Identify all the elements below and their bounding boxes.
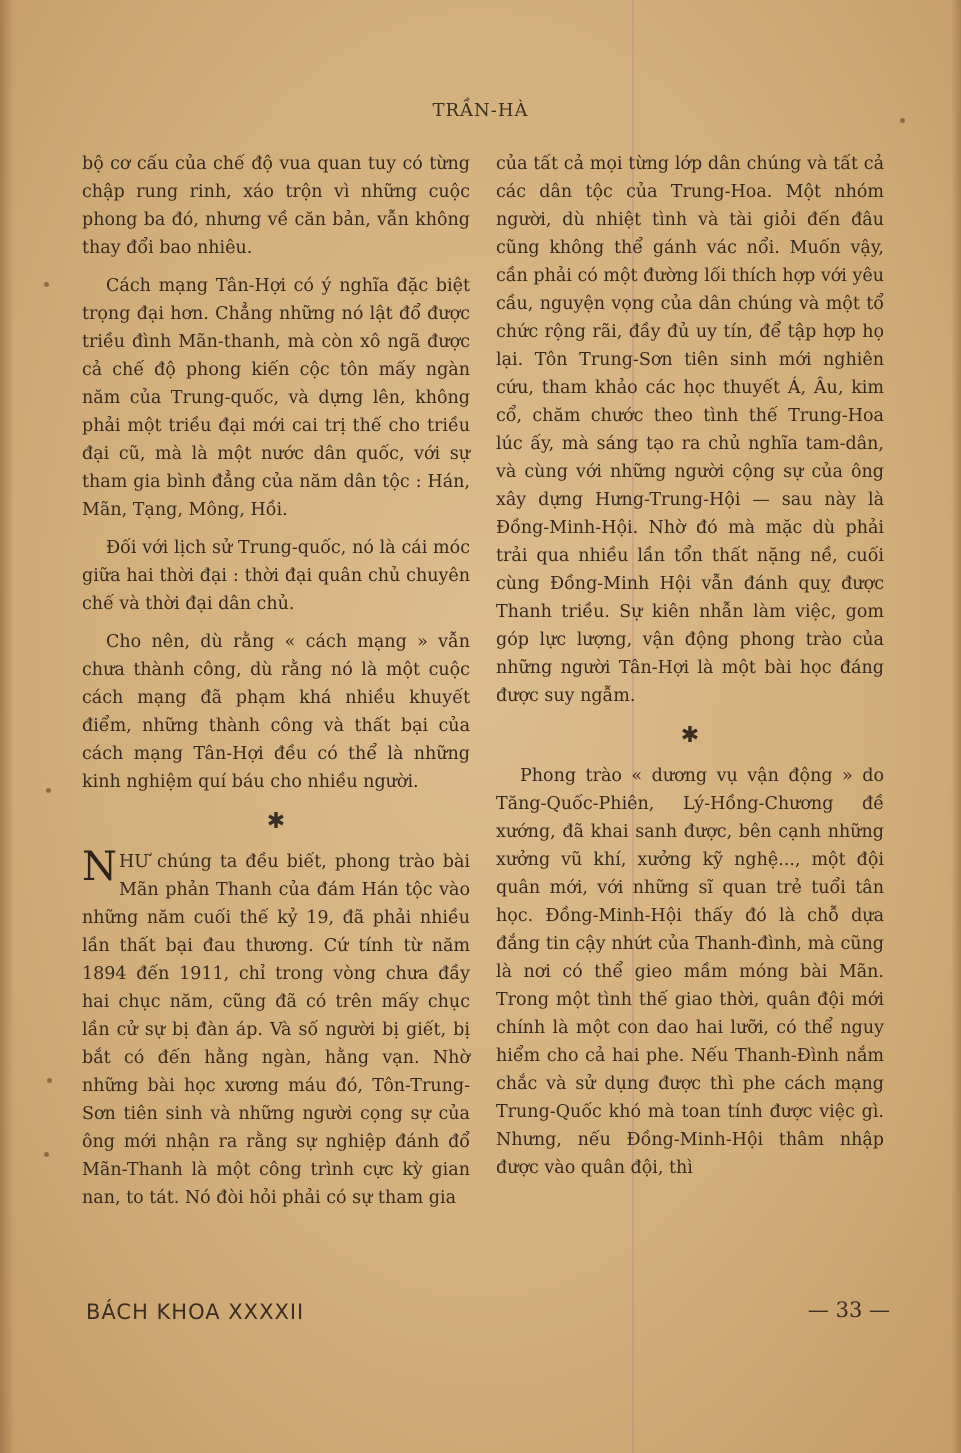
left-paragraph-4: Cho nên, dù rằng « cách mạng » vẫn chưa thành công, dù rằng nó là một cuộc cách mạng đã phạm khá nhiều khuyết điểm, những thành công và thất bại của cách mạng Tân-Hợi đều có thể là những kinh nghiệm quí báu cho nhiều người. — [82, 632, 470, 792]
right-paragraph-1: của tất cả mọi từng lớp dân chúng và tất cả các dân tộc của Trung-Hoa. Một nhóm người, dù nhiệt tình và tài giỏi đến đâu cũng không thể gánh vác nổi. Muốn vậy, cần phải có một đường lối thích hợp với yêu cầu, nguyện vọng của dân chúng và một tổ chức rộng rãi, đầy đủ uy tín, để tập hợp họ lại. Tôn Trung-Sơn tiên sinh mới nghiên cứu, tham khảo các học thuyết Á, Âu, kim cổ, chăm chước theo tình thế Trung-Hoa lúc ấy, mà sáng tạo ra chủ nghĩa tam-dân, và cùng với những người cộng sự của ông xây dựng Hưng-Trung-Hội — sau này là Đồng-Minh-Hội. Nhờ đó mà mặc dù phải trải qua nhiều lần tổn thất nặng nề, cuối cùng Đồng-Minh Hội vẫn đánh quỵ được Thanh triều. Sự kiên nhẫn làm việc, gom góp lực lượng, vận động phong trào của những người Tân-Hợi là một bài học đáng được suy ngẫm. — [496, 154, 884, 706]
drop-cap: N — [82, 844, 117, 890]
right-paragraph-2: Phong trào « dương vụ vận động » do Tăng-Quốc-Phiên, Lý-Hồng-Chương đề xướng, đã khai sanh được, bên cạnh những xưởng vũ khí, xưởng kỹ nghệ..., một đội quân mới, với những sĩ quan trẻ tuổi tân học. Đồng-Minh-Hội thấy đó là chỗ dựa đắng tin cậy nhứt của Thanh-đình, mà cũng là nơi có thể gieo mầm móng bài Mãn. Trong một tình thế giao thời, quân đội mới chính là một con dao hai lưỡi, có thể nguy hiểm cho cả hai phe. Nếu Thanh-Đình nắm chắc và sử dụng được thì phe cách mạng Trung-Quốc khó mà toan tính được việc gì. Nhưng, nếu Đồng-Minh-Hội thâm nhập được vào quân đội, thì — [496, 766, 884, 1178]
left-paragraph-5 — [82, 844, 470, 1212]
right-column — [496, 150, 884, 1192]
left-column — [82, 150, 470, 1222]
paper-speck — [46, 788, 51, 793]
left-paragraph-1: bộ cơ cấu của chế độ vua quan tuy có từng chập rung rinh, xáo trộn vì những cuộc phong ba đó, nhưng về căn bản, vẫn không thay đổi bao nhiêu. — [82, 154, 470, 258]
left-paragraph-5-text: HƯ chúng ta đều biết, phong trào bài Mãn phản Thanh của đám Hán tộc vào những năm cuối thế kỷ 19, đã phải nhiều lần thất bại đau thương. Cứ tính từ năm 1894 đến 1911, chỉ trong vòng chưa đầy hai chục năm, cũng đã có trên mấy chục lần cử sự bị đàn áp. Và số người bị giết, bị bắt có đến hằng ngàn, hằng vạn. Nhờ những bài học xương máu đó, Tôn-Trung-Sơn tiên sinh và những người cọng sự của ông mới nhận ra rằng sự nghiệp đánh đổ Mãn-Thanh là một công trình cực kỳ gian nan, to tát. Nó đòi hỏi phải có sự tham gia — [82, 852, 470, 1208]
magazine-footer: BÁCH KHOA XXXXII — [86, 1300, 305, 1324]
paper-speck — [900, 118, 905, 123]
paper-speck — [44, 282, 49, 287]
section-divider-star-icon: ✱ — [266, 809, 286, 834]
page-number: — 33 — — [807, 1298, 890, 1322]
running-head: TRẦN-HÀ — [432, 100, 529, 121]
section-divider-star-icon: ✱ — [680, 723, 700, 748]
paper-speck — [47, 1078, 52, 1083]
left-paragraph-3: Đối với lịch sử Trung-quốc, nó là cái móc giữa hai thời đại : thời đại quân chủ chuyên chế và thời đại dân chủ. — [82, 538, 470, 614]
left-paragraph-2: Cách mạng Tân-Hợi có ý nghĩa đặc biệt trọng đại hơn. Chẳng những nó lật đổ được triều đình Mãn-thanh, mà còn xô ngã được cả chế độ phong kiến cộc tôn mấy ngàn năm của Trung-quốc, và dựng lên, không phải một triều đại mới cai trị thế cho triều đại cũ, mà là một nước dân quốc, với sự tham gia bình đẳng của năm dân tộc : Hán, Mãn, Tạng, Mông, Hồi. — [82, 276, 470, 520]
paper-speck — [44, 1152, 49, 1157]
